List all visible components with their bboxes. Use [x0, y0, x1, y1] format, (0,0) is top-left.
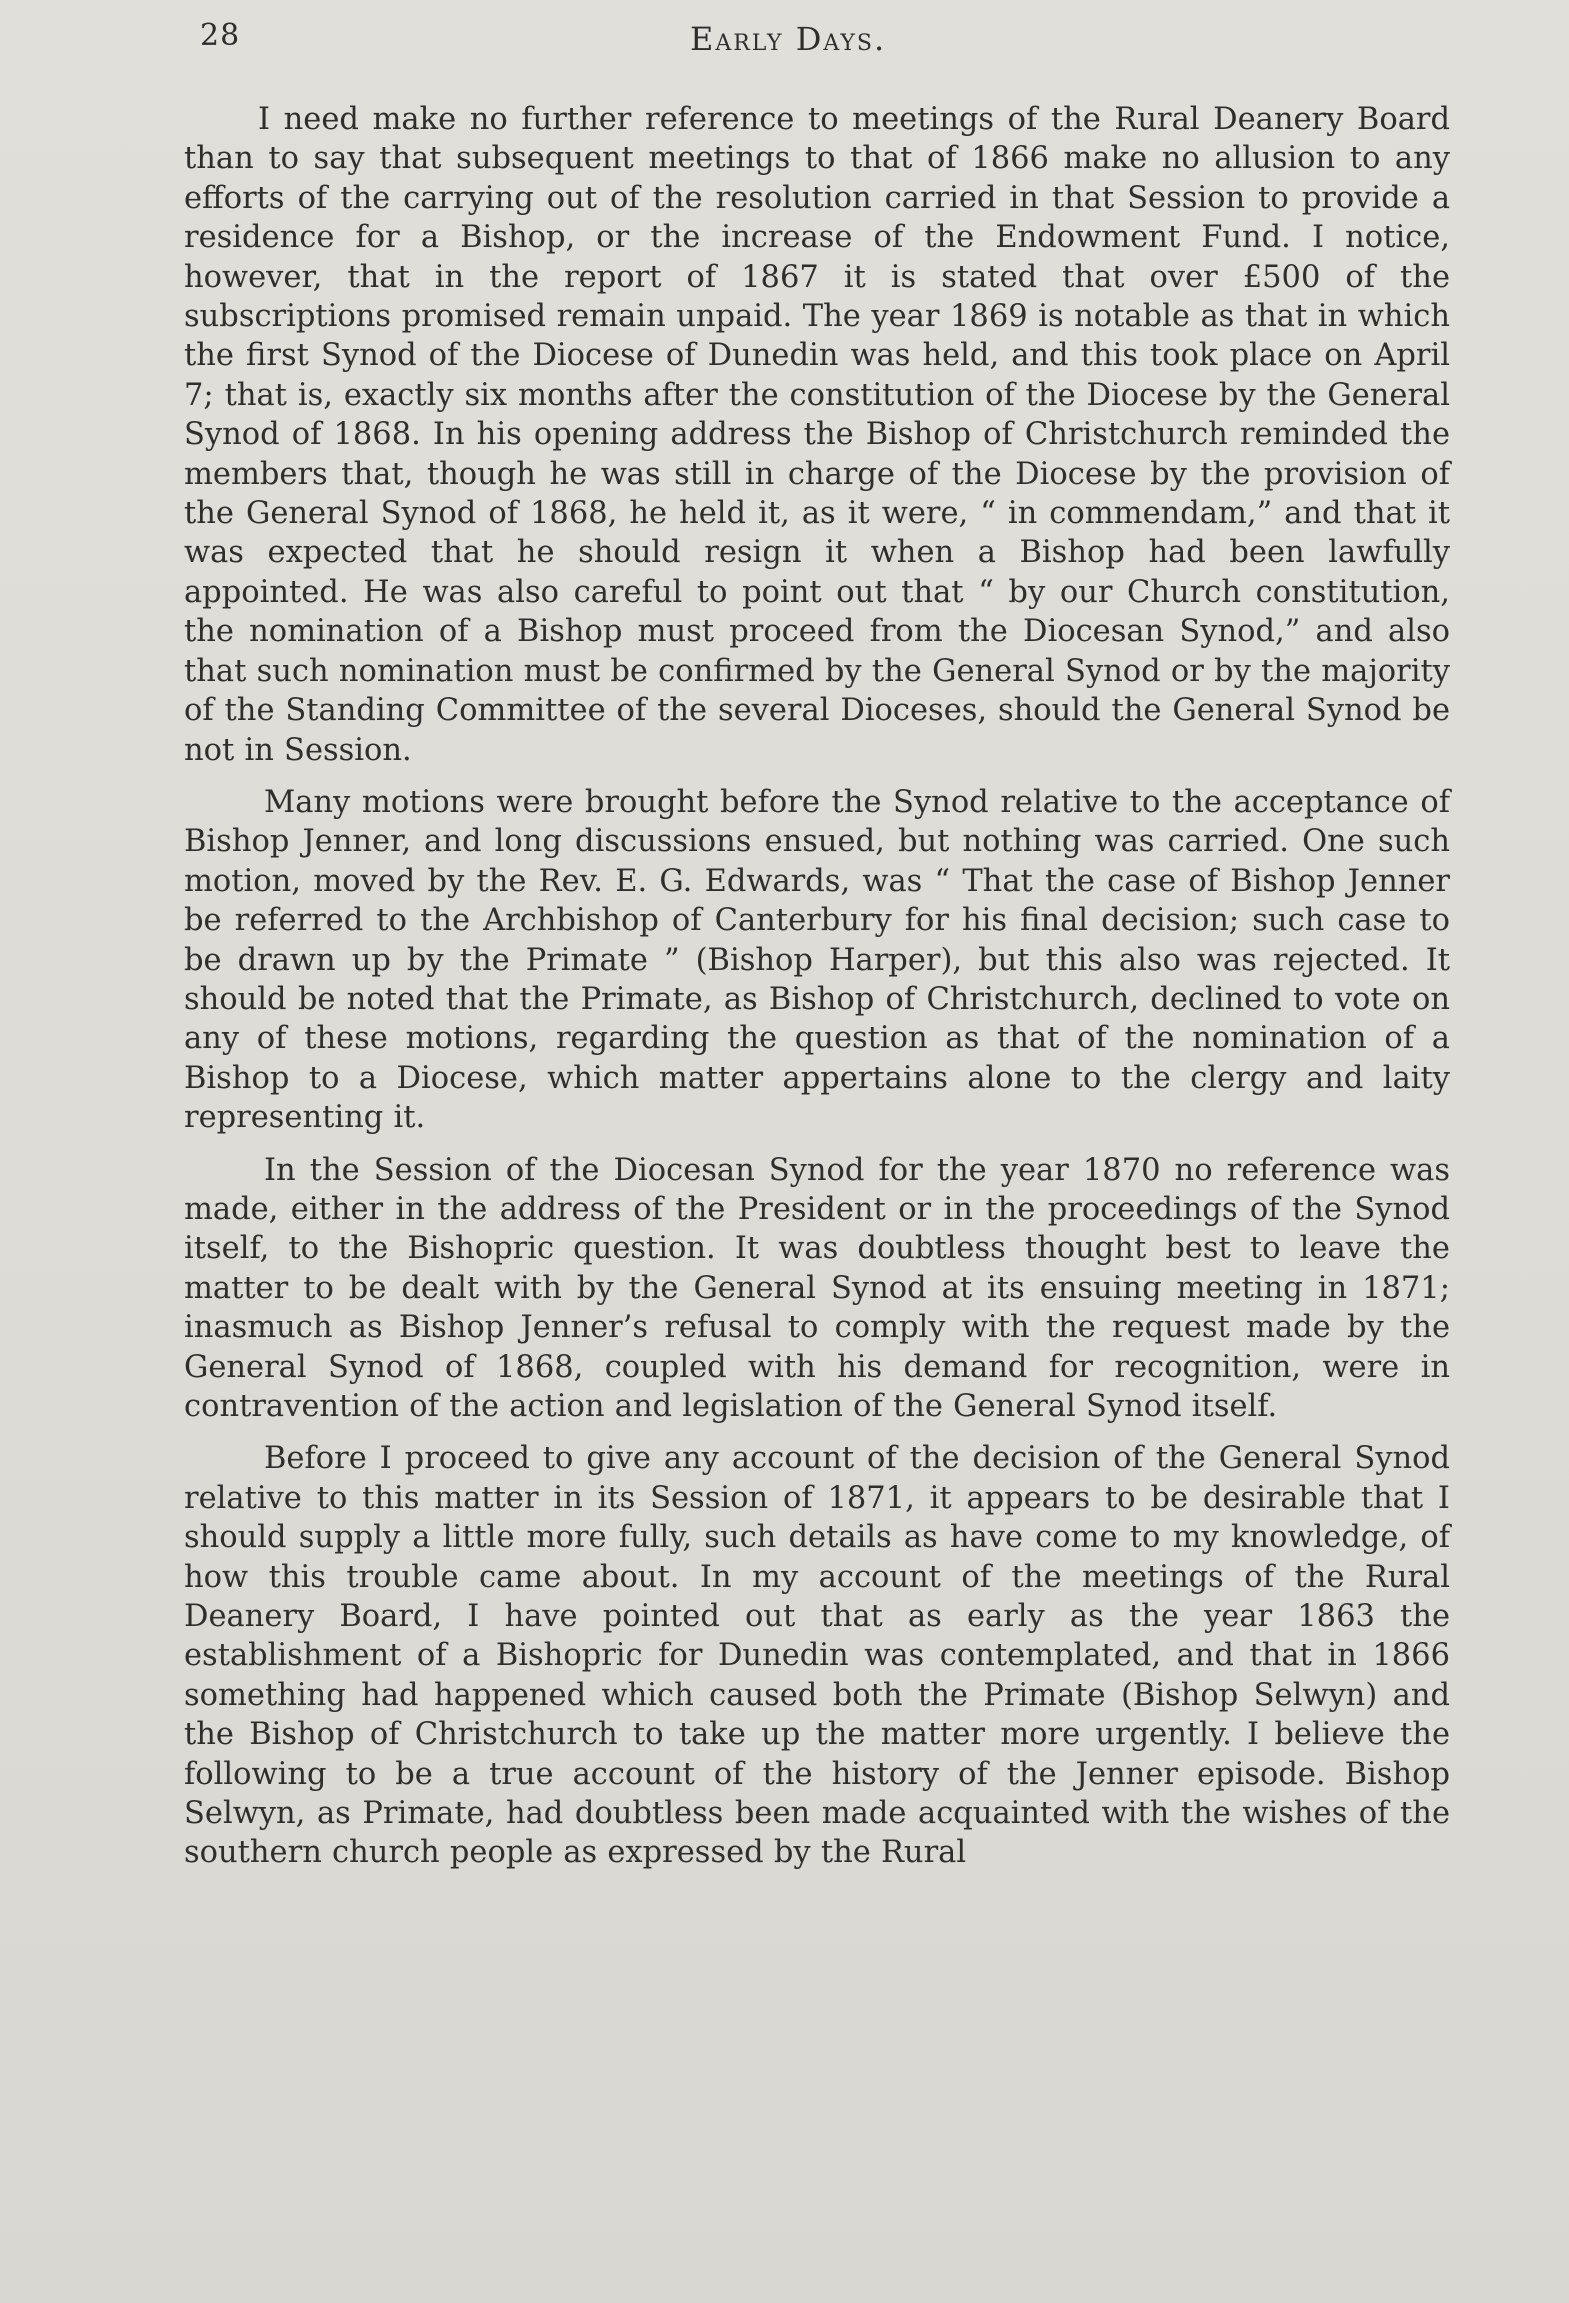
page-number: 28 — [200, 18, 241, 53]
paragraph: Many motions were brought before the Synod relative to the acceptance of Bishop Jenner, and long discussions ensued, but nothing was carried. One such motion, moved by the Rev. E. G. Edwards, was “ That the case of Bishop Jenner be referred to the Archbishop of Canterbury for his final decision; such case to be drawn up by the Primate ” (Bishop Harper), but this also was rejected. It should be noted that the Primate, as Bishop of Christchurch, declined to vote on any of these motions, regarding the question as that of the nomination of a Bishop to a Diocese, which matter appertains alone to the clergy and laity representing it. — [184, 784, 1450, 1136]
paragraph: I need make no further reference to meetings of the Rural Deanery Board than to say that subsequent meetings to that of 1866 make no allusion to any efforts of the carrying out of the resolution carried in that Session to provide a residence for a Bishop, or the increase of the Endowment Fund. I notice, however, that in the report of 1867 it is stated that over £500 of the subscriptions promised remain unpaid. The year 1869 is notable as that in which the first Synod of the Diocese of Dunedin was held, and this took place on April 7; that is, exactly six months after the constitution of the Diocese by the General Synod of 1868. In his opening address the Bishop of Christchurch reminded the members that, though he was still in charge of the Diocese by the provision of the General Synod of 1868, he held it, as it were, “ in commendam,” and that it was expected that he should resign it when a Bishop had been lawfully appointed. He was also careful to point out that “ by our Church constitution, the nomination of a Bishop must proceed from the Diocesan Synod,” and also that such nomination must be confirmed by the General Synod or by the majority of the Standing Committee of the several Dioceses, should the General Synod be not in Session. — [184, 102, 1450, 768]
page-header — [0, 18, 1569, 64]
body-text — [184, 100, 1450, 1886]
paragraph: In the Session of the Diocesan Synod for the year 1870 no reference was made, either in the address of the President or in the proceedings of the Synod itself, to the Bishopric question. It was doubtless thought best to leave the matter to be dealt with by the General Synod at its ensuing meeting in 1871; inasmuch as Bishop Jenner’s refusal to comply with the request made by the General Synod of 1868, coupled with his demand for recognition, were in contravention of the action and legislation of the General Synod itself. — [184, 1152, 1450, 1424]
running-head: Early Days. — [690, 20, 887, 58]
paragraph: Before I proceed to give any account of the decision of the General Synod relative to this matter in its Session of 1871, it appears to be desirable that I should supply a little more fully, such details as have come to my knowledge, of how this trouble came about. In my account of the meetings of the Rural Deanery Board, I have pointed out that as early as the year 1863 the establishment of a Bishopric for Dunedin was contemplated, and that in 1866 something had happened which caused both the Primate (Bishop Selwyn) and the Bishop of Christchurch to take up the matter more urgently. I believe the following to be a true account of the history of the Jenner episode. Bishop Selwyn, as Primate, had doubtless been made acquainted with the wishes of the southern church people as expressed by the Rural — [184, 1441, 1450, 1871]
